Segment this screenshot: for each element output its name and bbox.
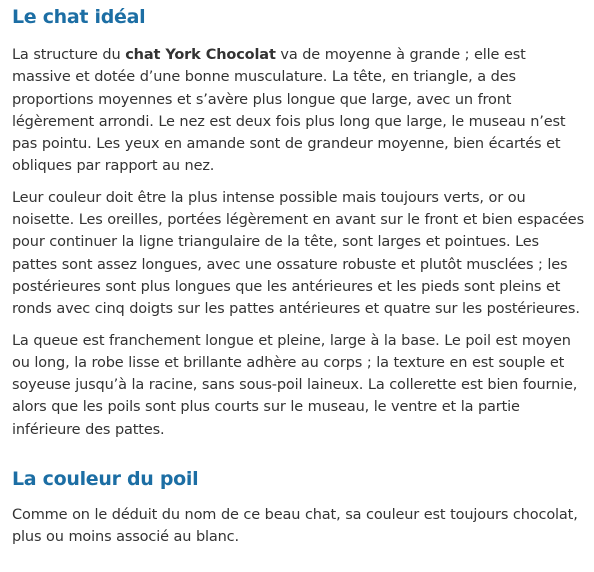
article-content xyxy=(12,0,584,549)
paragraph-structure-intro: La structure du xyxy=(12,47,126,63)
breed-name: chat York Chocolat xyxy=(125,47,276,63)
paragraph-coat-color: Comme on le déduit du nom de ce beau chat, sa couleur est toujours chocolat, plus ou moins associé au blanc. xyxy=(12,507,578,546)
paragraph-tail-coat: La queue est franchement longue et pleine, large à la base. Le poil est moyen ou long, la robe lisse et brillante adhère au corps ; la texture en est souple et soyeuse jusqu’à la racine, sans sous-poil laineux. La collerette est bien fournie, alors que les poils sont plus courts sur le museau, le ventre et la partie inférieure des pattes. xyxy=(12,332,578,438)
paragraph-structure xyxy=(12,44,584,178)
section-title-coat-color: La couleur du poil xyxy=(12,468,199,491)
paragraph-structure-body: va de moyenne à grande ; elle est massive et dotée d’une bonne musculature. La tête, en triangle, a des proportions moyennes et s’avère plus longue que large, avec un front légèrement arrondi. Le nez est deux fois plus long que large, le museau n’est pas pointu. Les yeux en amande sont de grandeur moyenne, bien écartés et obliques par rapport au nez. xyxy=(12,47,566,175)
section-title-ideal-cat: Le chat idéal xyxy=(12,6,146,28)
paragraph-eyes-ears-legs: Leur couleur doit être la plus intense possible mais toujours verts, or ou noisette. Les oreilles, portées légèrement en avant sur le front et bien espacées pour continuer la ligne triangulaire de la tête, sont larges et pointues. Les pattes sont assez longues, avec une ossature robuste et plutôt musclées ; les postérieures sont plus longues que les antérieures et les pieds sont pleins et ronds avec cinq doigts sur les pattes antérieures et quatre sur les postérieures. xyxy=(12,189,584,318)
